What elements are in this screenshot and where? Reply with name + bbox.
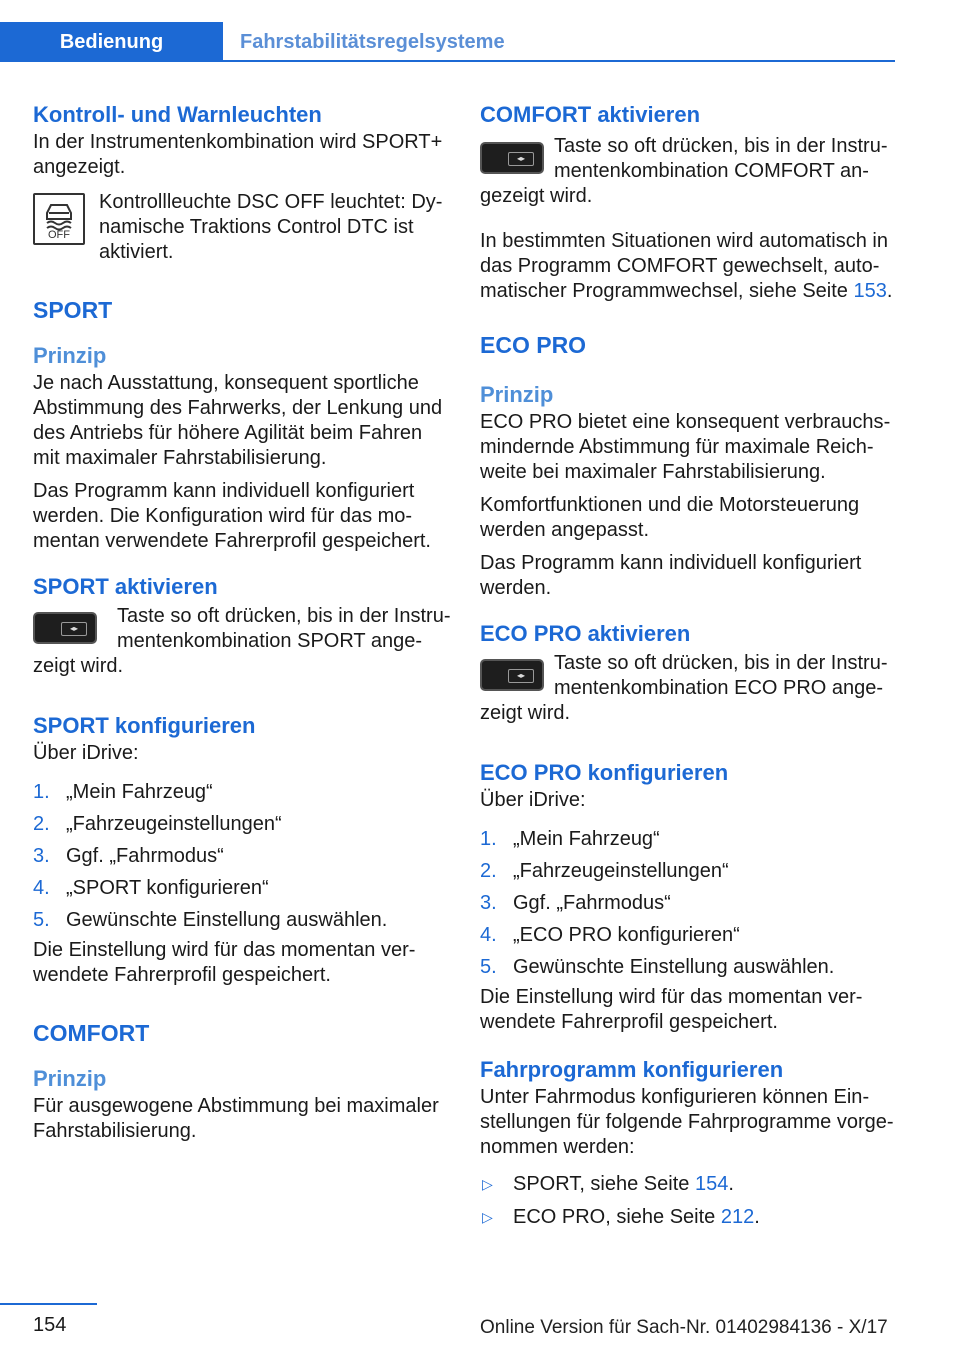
comfort-heading: COMFORT [33,1020,150,1046]
eco-aktivieren-block [480,651,900,726]
fahrprogramm-list [480,1168,900,1234]
eco-prinzip-text2: Komfortfunktionen und die Motorsteuerung werden angepasst. [480,494,860,541]
eco-aktivieren-text: Taste so oft drücken, bis in der Instrumentenkombination ECO PRO angezeigt wird. [480,652,888,724]
comfort-aktivieren-block [480,134,900,209]
list-item: 3. Ggf. „Fahrmodus“ [33,845,224,867]
list-item: 2. „Fahrzeugeinstellungen“ [33,813,282,835]
list-item: 4. „ECO PRO konfigurieren“ [480,924,740,946]
dsc-off-warning-icon [33,193,85,245]
header-bar [0,0,960,64]
tab-section-title[interactable]: Fahrstabilitätsregelsysteme [240,30,505,53]
sport-heading: SPORT [33,297,113,323]
eco-konfigurieren-heading: ECO PRO konfigurieren [480,760,729,785]
eco-steps-list [480,823,900,983]
sport-konfigurieren-heading: SPORT konfigurieren [33,713,256,738]
eco-aktivieren-heading: ECO PRO aktivieren [480,621,691,646]
list-item: 5. Gewünschte Einstellung auswählen. [480,956,835,978]
kontroll-heading: Kontroll- und Warnleuchten [33,102,322,127]
list-item: ▷ SPORT, siehe Seite 154. [480,1168,900,1201]
list-item: ▷ ECO PRO, siehe Seite 212. [480,1201,900,1234]
triangle-bullet-icon: ▷ [482,1176,493,1192]
sport-aktivieren-block [33,604,451,679]
eco-prinzip-heading: Prinzip [480,382,554,407]
page-link[interactable]: 154 [694,1173,729,1195]
page-number: 154 [33,1314,67,1336]
list-item: 2. „Fahrzeugeinstellungen“ [480,860,729,882]
sport-prinzip-text2: Das Programm kann individuell konfiguriert werden. Die Konfiguration wird für das momentan verwendete Fahrerprofil gespeichert. [33,480,431,552]
footer-divider [0,1303,97,1305]
header-divider [0,60,895,62]
list-item: 4. „SPORT konfigurieren“ [33,877,269,899]
left-column [33,100,451,1144]
eco-prinzip-text1: ECO PRO bietet eine konsequent verbrauchsmindernde Abstimmung für maximale Reichweite bei maximaler Fahrstabilisierung. [480,411,891,483]
footer-online-version: Online Version für Sach-Nr. 01402984136 - X/17 [480,1317,888,1338]
list-item: 5. Gewünschte Einstellung auswählen. [33,909,388,931]
driving-mode-button-icon: ◂▸ [480,659,544,691]
eco-konfigurieren-after: Die Einstellung wird für das momentan verwendete Fahrerprofil gespeichert. [480,986,863,1033]
tab-bedienung[interactable]: Bedienung [0,22,223,62]
comfort-auto-text: In bestimmten Situationen wird automatisch in das Programm COMFORT gewechselt, automatischer Programmwechsel, siehe Seite 153. [480,230,893,302]
eco-prinzip-text3: Das Programm kann individuell konfiguriert werden. [480,552,862,599]
driving-mode-button-icon: ◂▸ [480,142,544,174]
list-item: 3. Ggf. „Fahrmodus“ [480,892,671,914]
page-link[interactable]: 212 [720,1206,755,1228]
triangle-bullet-icon: ▷ [482,1209,493,1225]
sport-aktivieren-text: Taste so oft drücken, bis in der Instrumentenkombination SPORT angezeigt wird. [33,605,451,677]
sport-steps-list [33,776,451,936]
comfort-prinzip-text: Für ausgewogene Abstimmung bei maximaler Fahrstabilisierung. [33,1095,439,1142]
comfort-aktivieren-heading: COMFORT aktivieren [480,102,701,127]
eco-pro-heading: ECO PRO [480,332,587,358]
dsc-text: Kontrollleuchte DSC OFF leuchtet: Dynamische Traktions Control DTC ist aktiviert. [99,191,443,263]
comfort-aktivieren-text: Taste so oft drücken, bis in der Instrumentenkombination COMFORT angezeigt wird. [480,135,888,207]
list-item: 1. „Mein Fahrzeug“ [33,781,213,803]
list-item: 1. „Mein Fahrzeug“ [480,828,660,850]
sport-aktivieren-heading: SPORT aktivieren [33,574,218,599]
driving-mode-button-icon: ◂▸ [33,612,97,644]
sport-prinzip-text1: Je nach Ausstattung, konsequent sportliche Abstimmung des Fahrwerks, der Lenkung und des Antriebs für höhere Agilität beim Fahren mit maximaler Fahrstabilisierung. [33,372,443,469]
dsc-block [33,190,451,265]
right-column [480,100,900,1234]
kontroll-text: In der Instrumentenkombination wird SPORT+ angezeigt. [33,131,443,178]
eco-konfigurieren-intro: Über iDrive: [480,789,586,811]
sport-konfigurieren-after: Die Einstellung wird für das momentan verwendete Fahrerprofil gespeichert. [33,939,416,986]
sport-prinzip-heading: Prinzip [33,343,107,368]
page-link[interactable]: 153 [853,280,887,302]
comfort-prinzip-heading: Prinzip [33,1066,107,1091]
sport-konfigurieren-intro: Über iDrive: [33,742,139,764]
fahrprogramm-text: Unter Fahrmodus konfigurieren können Einstellungen für folgende Fahrprogramme vorgenommen werden: [480,1086,894,1158]
dsc-off-label: OFF [48,229,70,241]
fahrprogramm-heading: Fahrprogramm konfigurieren [480,1057,784,1082]
